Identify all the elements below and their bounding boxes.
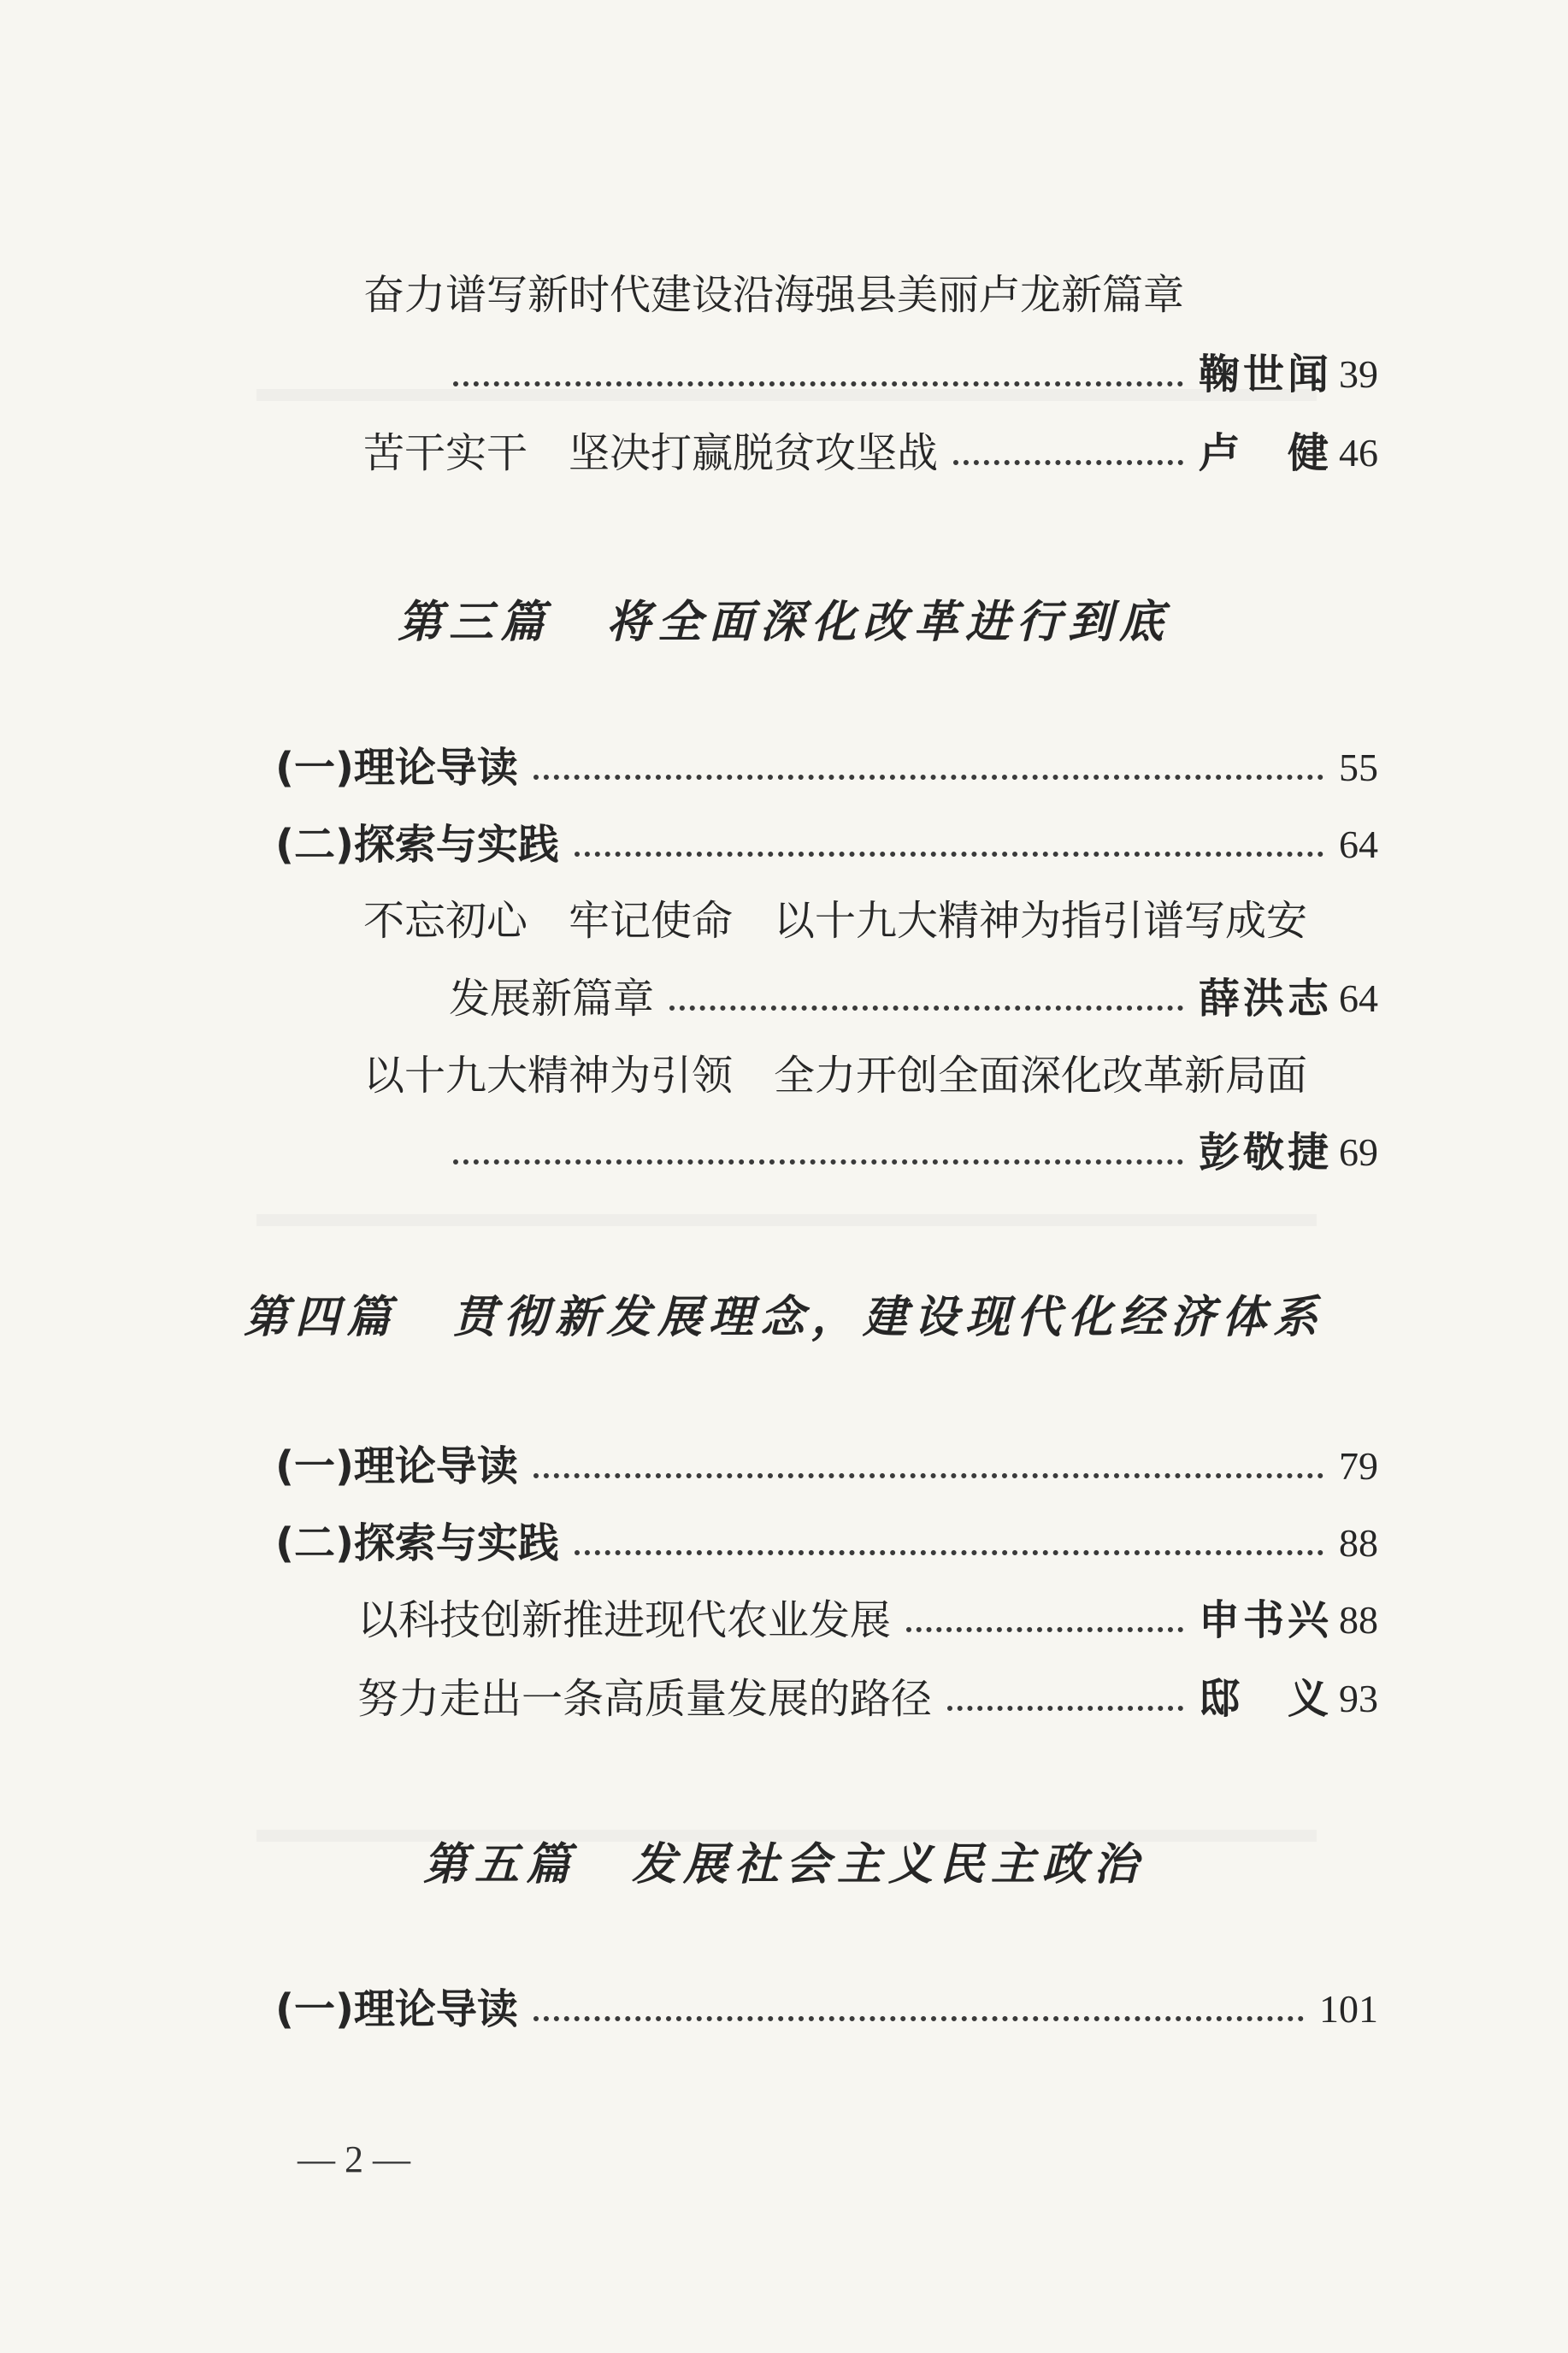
toc-section[interactable] <box>275 1518 1378 1569</box>
toc-entry-page: 46 <box>1339 431 1378 475</box>
toc-entry-title: 以十九大精神为引领 全力开创全面深化改革新局面 <box>363 1052 1308 1100</box>
chapter-heading <box>0 1281 1568 1345</box>
toc-entry[interactable] <box>449 973 1378 1024</box>
dot-leader <box>453 1159 1183 1165</box>
toc-entry-author: 申书兴 <box>1198 1596 1332 1644</box>
toc-entry-page: 88 <box>1339 1598 1378 1642</box>
dot-leader <box>906 1627 1183 1632</box>
section-label: (二)探索与实践 <box>275 1519 559 1567</box>
chapter-heading <box>0 1828 1568 1892</box>
toc-entry-title: 苦干实干 坚决打赢脱贫攻坚战 <box>363 429 939 477</box>
toc-entry[interactable] <box>453 349 1378 400</box>
dot-leader <box>533 775 1323 780</box>
chapter-number: 第三篇 <box>397 596 551 648</box>
toc-entry-page: 69 <box>1339 1130 1378 1174</box>
section-page: 55 <box>1339 746 1378 789</box>
toc-entry-title: 以科技创新推进现代农业发展 <box>357 1596 892 1644</box>
toc-entry-title: 不忘初心 牢记使命 以十九大精神为指引谱写成安 <box>363 897 1308 945</box>
toc-section[interactable] <box>275 1984 1378 2035</box>
toc-entry[interactable] <box>453 1127 1378 1178</box>
toc-section[interactable] <box>275 819 1378 870</box>
section-label: (一)理论导读 <box>275 1985 518 2033</box>
toc-entry[interactable] <box>363 428 1378 479</box>
page-number-footer: — 2 — <box>298 2138 410 2180</box>
bleed-through-mark <box>256 1214 1317 1226</box>
toc-entry-author: 鞠世闻 <box>1198 351 1332 398</box>
toc-entry-author: 彭敬捷 <box>1198 1129 1332 1176</box>
toc-entry-author: 卢 健 <box>1198 429 1332 477</box>
dot-leader <box>533 1473 1323 1478</box>
section-label: (一)理论导读 <box>275 744 518 792</box>
toc-entry-page: 93 <box>1339 1677 1378 1720</box>
dot-leader <box>575 852 1323 857</box>
toc-entry-title: 奋力谱写新时代建设沿海强县美丽卢龙新篇章 <box>363 271 1185 319</box>
section-page: 88 <box>1339 1521 1378 1565</box>
toc-section[interactable] <box>275 1441 1378 1492</box>
dot-leader <box>533 2016 1304 2021</box>
section-page: 101 <box>1319 1987 1378 2031</box>
toc-entry-page: 64 <box>1339 976 1378 1020</box>
toc-entry-author: 邸 义 <box>1198 1675 1332 1723</box>
section-label: (一)理论导读 <box>275 1442 518 1490</box>
chapter-title: 发展社会主义民主政治 <box>632 1838 1146 1890</box>
dot-leader <box>575 1550 1323 1555</box>
chapter-title: 将全面深化改革进行到底 <box>606 596 1171 648</box>
chapter-heading <box>0 586 1568 650</box>
chapter-title: 贯彻新发展理念，建设现代化经济体系 <box>452 1291 1325 1343</box>
toc-section[interactable] <box>275 742 1378 793</box>
chapter-number: 第五篇 <box>422 1838 577 1890</box>
section-page: 79 <box>1339 1444 1378 1488</box>
section-label: (二)探索与实践 <box>275 821 559 869</box>
dot-leader <box>947 1706 1183 1711</box>
dot-leader <box>669 1005 1183 1011</box>
toc-entry-title-cont: 发展新篇章 <box>449 975 655 1023</box>
chapter-number: 第四篇 <box>243 1291 398 1343</box>
section-page: 64 <box>1339 823 1378 866</box>
dot-leader <box>453 381 1183 386</box>
toc-entry-author: 薛洪志 <box>1198 975 1332 1023</box>
toc-entry[interactable] <box>357 1595 1378 1646</box>
toc-entry-page: 39 <box>1339 352 1378 396</box>
toc-entry[interactable] <box>357 1673 1378 1725</box>
toc-entry-title: 努力走出一条高质量发展的路径 <box>357 1675 933 1723</box>
dot-leader <box>953 460 1183 465</box>
